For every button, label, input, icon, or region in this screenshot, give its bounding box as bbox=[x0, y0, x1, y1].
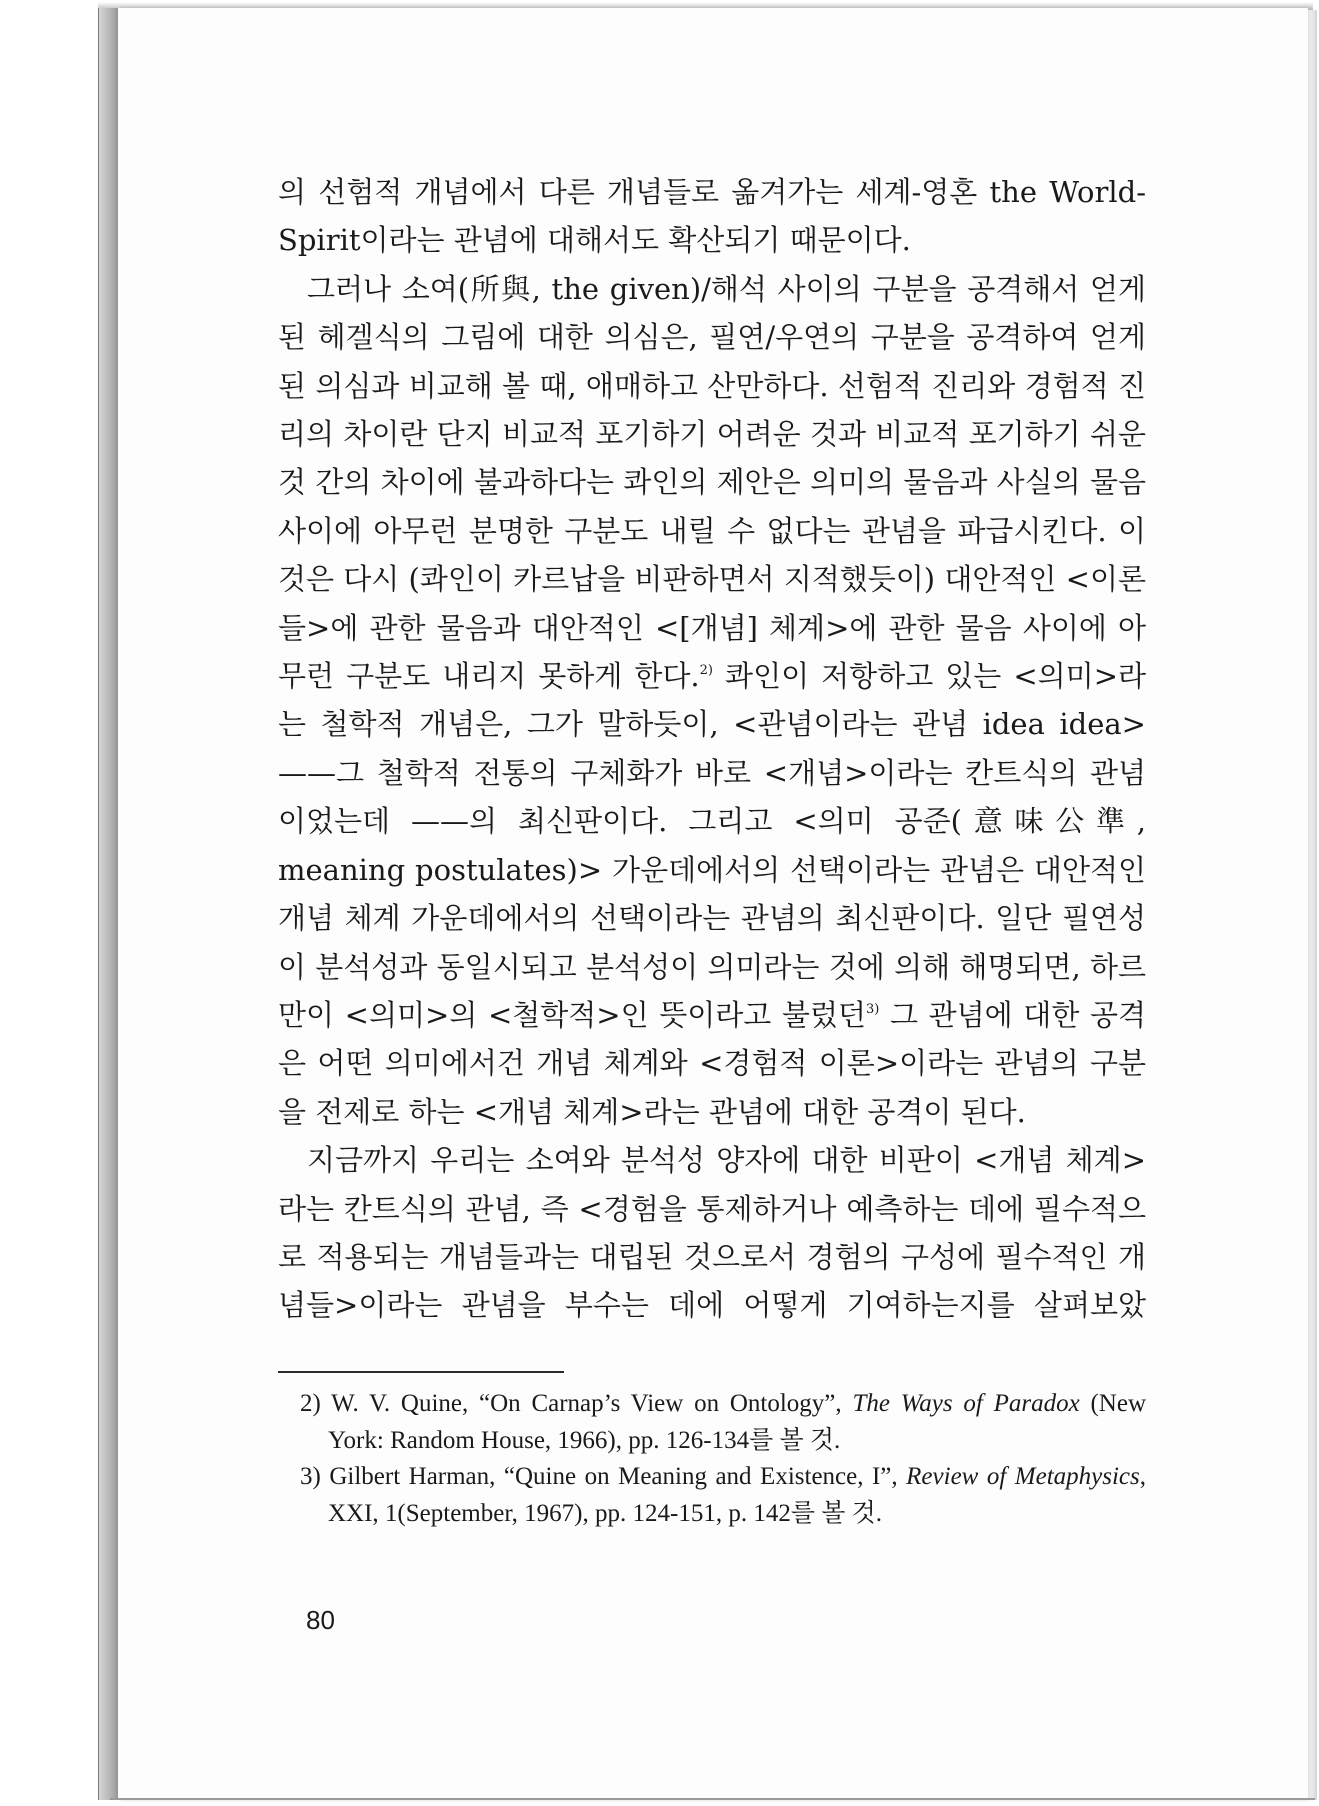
footnote-3 bbox=[300, 1459, 1146, 1532]
paragraph-2-part-b: 콰인이 저항하고 있는 <의미>라는 철학적 개념은, 그가 말하듯이, <관념이라는 관념 idea idea> ——그 철학적 전통의 구체화가 바로 <개념>이라는 칸트식의 관념이었는데 ——의 최신판이다. 그리고 <의미 공준(意味公準, meaning postulates)> 가운데에서의 선택이라는 관념은 대안적인 개념 체계 가운데에서의 선택이라는 관념의 최신판이다. 일단 필연성이 분석성과 동일시되고 분석성이 의미라는 것에 의해 해명되면, 하르만이 <의미>의 <철학적>인 뜻이라고 불렀던 bbox=[278, 659, 1147, 1032]
page-number: 80 bbox=[306, 1605, 335, 1635]
footnote-2-text: 2) W. V. Quine, “On Carnap’s View on Ontology”, bbox=[300, 1390, 853, 1417]
footnote-3-title: Review of Metaphysics bbox=[906, 1463, 1140, 1490]
footnote-rule bbox=[278, 1371, 564, 1373]
paragraph-3: 지금까지 우리는 소여와 분석성 양자에 대한 비판이 <개념 체계>라는 칸트식의 관념, 즉 <경험을 통제하거나 예측하는 데에 필수적으로 적용되는 개념들과는 대립된 것으로서 경험의 구성에 필수적인 개념들>이라는 관념을 부수는 데에 어떻게 기여하는지를 살펴보았 bbox=[278, 1143, 1146, 1323]
page-right-shadow bbox=[1309, 10, 1317, 1800]
paragraph-1-line-1: 의 선험적 개념에서 다른 개념들로 옮겨가는 세계-영혼 the World- bbox=[278, 175, 1146, 209]
page-bottom-edge bbox=[110, 1798, 1315, 1800]
body-text bbox=[278, 168, 1146, 1330]
paragraph-2-part-c: 그 관념에 대한 공격은 어떤 의미에서건 개념 체계와 <경험적 이론>이라는 관념의 구분을 전제로 하는 <개념 체계>라는 관념에 대한 공격이 된다. bbox=[278, 997, 1146, 1129]
paragraph-1-line-2: Spirit이라는 관념에 대해서도 확산되기 때문이다. bbox=[278, 223, 911, 258]
footnote-ref-2: 2) bbox=[699, 663, 713, 679]
footnote-ref-3: 3) bbox=[865, 1001, 880, 1017]
footnote-2-text-end: (New York: Random House, 1966), pp. 126-134를 볼 것. bbox=[328, 1390, 1146, 1454]
paragraph-2-part-a: 그러나 소여(所與, the given)/해석 사이의 구분을 공격해서 얻게 된 헤겔식의 그림에 대한 의심은, 필연/우연의 구분을 공격하여 얻게 된 의심과 비교해 볼 때, 애매하고 산만하다. 선험적 진리와 경험적 진리의 차이란 단지 비교적 포기하기 어려운 것과 비교적 포기하기 쉬운 것 간의 차이에 불과하다는 콰인의 제안은 의미의 물음과 사실의 물음 사이에 아무런 분명한 구분도 내릴 수 없다는 관념을 파급시킨다. 이것은 다시 (콰인이 카르납을 비판하면서 지적했듯이) 대안적인 <이론들>에 관한 물음과 대안적인 <[개념] 체계>에 관한 물음 사이에 아무런 구분도 내리지 못하게 한다. bbox=[278, 271, 1146, 694]
footnote-3-text: 3) Gilbert Harman, “Quine on Meaning and Existence, I”, bbox=[300, 1463, 907, 1490]
footnote-2-title: The Ways of Paradox bbox=[852, 1390, 1080, 1417]
footnotes bbox=[300, 1386, 1146, 1532]
paragraph-2 bbox=[278, 265, 1146, 1136]
footnote-2 bbox=[300, 1386, 1146, 1459]
footnote-3-text-end: , XXI, 1(September, 1967), pp. 124-151, p. 142를 볼 것. bbox=[328, 1463, 1146, 1527]
